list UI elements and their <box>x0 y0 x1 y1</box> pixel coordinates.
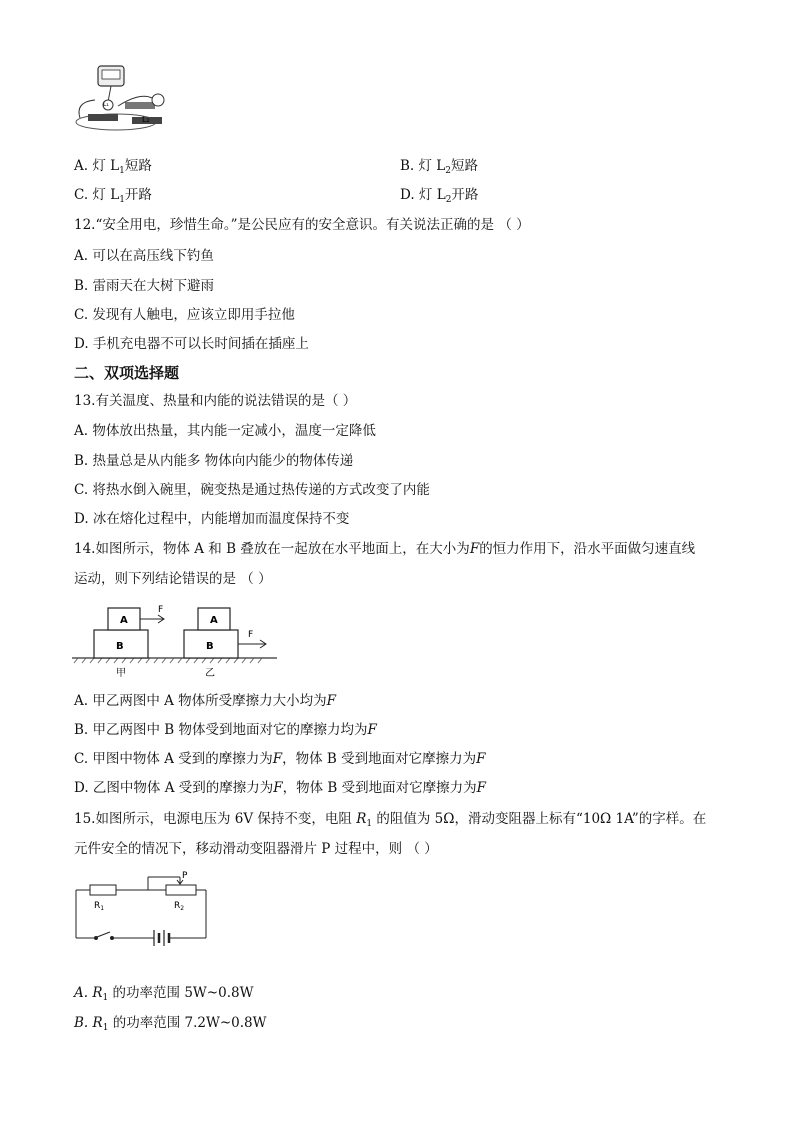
q13-option-a: A. 物体放出热量，其内能一定减小，温度一定降低 <box>74 423 376 439</box>
q14-label-f-yi: F <box>248 630 254 640</box>
q13-option-d: D. 冰在熔化过程中，内能增加而温度保持不变 <box>74 511 350 527</box>
q14-label-jia: 甲 <box>116 668 126 679</box>
q12-stem: 12.“安全用电，珍惜生命。”是公民应有的安全意识。有关说法正确的是 （ ） <box>74 217 530 233</box>
q14-label-b-jia: B <box>116 641 124 652</box>
q11-option-d: D. 灯 $L_2$开路 <box>400 187 479 205</box>
q15-label-p: P <box>182 871 188 881</box>
svg-text:L₂: L₂ <box>142 115 150 124</box>
q11-option-b: B. 灯 $L_2$短路 <box>400 158 478 176</box>
q11-option-c: C. 灯 $L_1$开路 <box>74 187 152 205</box>
q14-label-a-yi: A <box>210 615 218 626</box>
q14-stem-line1: 14.如图所示，物体 A 和 B 叠放在一起放在水平地面上，在大小为F的恒力作用下，沿水平面做匀速直线 <box>74 541 696 557</box>
q14-option-a: A. 甲乙两图中 A 物体所受摩擦力大小均为F <box>74 693 337 709</box>
q15-stem-line1: 15.如图所示，电源电压为 6V 保持不变，电阻 $R_1$ 的阻值为 5Ω，滑动变阻器上标有“10Ω 1A”的字样。在 <box>74 811 707 829</box>
q13-option-b: B. 热量总是从内能多 物体向内能少的物体传递 <box>74 453 354 469</box>
q15-stem-line2: 元件安全的情况下，移动滑动变阻器滑片 P 过程中，则 （ ） <box>74 841 438 857</box>
q14-stem-line2: 运动，则下列结论错误的是 （ ） <box>74 571 272 587</box>
svg-text:L₁: L₁ <box>103 101 109 108</box>
q15-circuit-figure <box>72 868 212 948</box>
q14-label-b-yi: B <box>206 641 214 652</box>
q14-option-d: D. 乙图中物体 A 受到的摩擦力为F，物体 B 受到地面对它摩擦力为F <box>74 780 487 796</box>
q12-option-a: A. 可以在高压线下钓鱼 <box>74 248 214 264</box>
section-heading: 二、双项选择题 <box>74 364 180 382</box>
q12-option-d: D. 手机充电器不可以长时间插在插座上 <box>74 336 309 352</box>
q12-option-c: C. 发现有人触电，应该立即用手拉他 <box>74 307 295 323</box>
q14-label-yi: 乙 <box>205 668 215 679</box>
q14-option-c: C. 甲图中物体 A 受到的摩擦力为F，物体 B 受到地面对它摩擦力为F <box>74 751 486 767</box>
q14-blocks-figure <box>72 600 282 682</box>
q13-option-c: C. 将热水倒入碗里，碗变热是通过热传递的方式改变了内能 <box>74 482 430 498</box>
q14-option-b: B. 甲乙两图中 B 物体受到地面对它的摩擦力均为F <box>74 722 377 738</box>
q14-label-a-jia: A <box>120 615 128 626</box>
q15-option-a: A. $R_1$ 的功率范围 5W~0.8W <box>74 985 254 1003</box>
circuit-apparatus-figure <box>70 62 180 134</box>
q15-label-r2: $R_2$ <box>174 901 185 912</box>
q15-label-r1: $R_1$ <box>94 901 105 912</box>
q11-option-a: A. 灯 $L_1$短路 <box>74 158 152 176</box>
q15-option-b: B. $R_1$ 的功率范围 7.2W~0.8W <box>74 1015 267 1033</box>
q12-option-b: B. 雷雨天在大树下避雨 <box>74 278 215 294</box>
q14-label-f-jia: F <box>158 605 164 615</box>
q13-stem: 13.有关温度、热量和内能的说法错误的是（ ） <box>74 393 357 409</box>
